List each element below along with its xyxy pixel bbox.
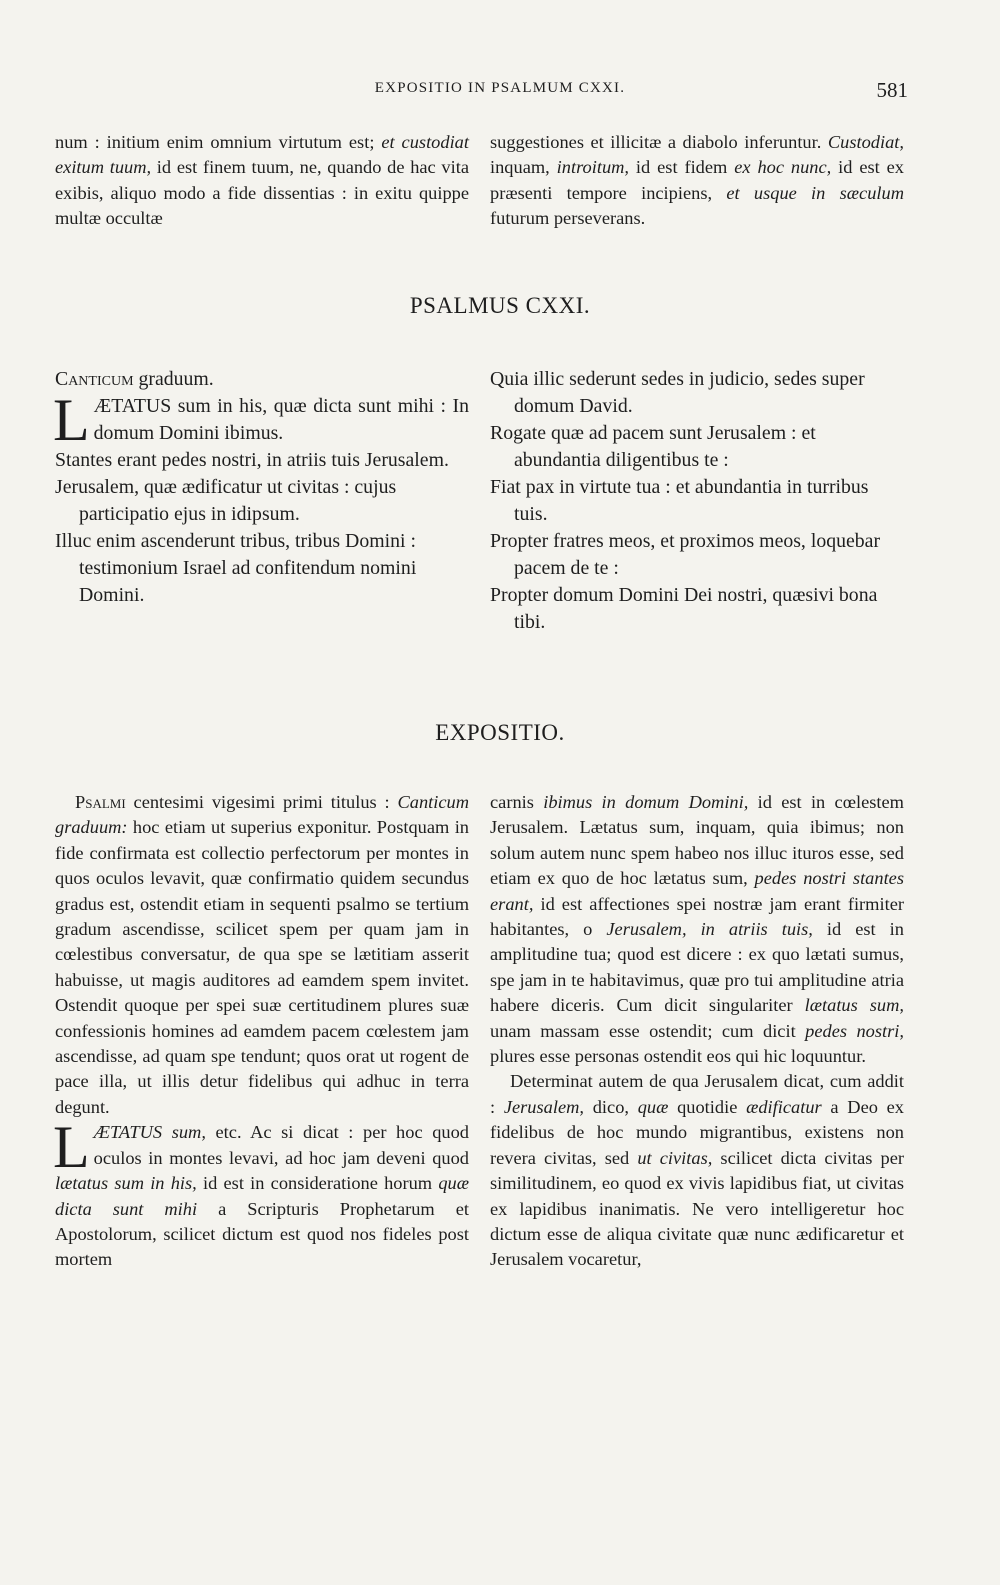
top-right-column bbox=[490, 130, 904, 232]
text-run: id est in cœlestem Jerusalem. Lætatus sum, inquam, quia ibimus; non solum autem nunc spem habeo nos illuc ituros esse, sed etiam ex quo de hoc lætatus sum, bbox=[490, 792, 904, 889]
text-run: Propter fratres meos, et proximos meos, loquebar pacem de te : bbox=[490, 530, 881, 579]
psalm-right-column bbox=[490, 366, 904, 636]
paragraph bbox=[53, 387, 469, 453]
text-run: Determinat autem de qua Jerusalem dicat, cum addit : bbox=[490, 1071, 904, 1117]
paragraph bbox=[490, 1069, 904, 1272]
italic-run: quæ dicta sunt mihi bbox=[55, 1173, 469, 1219]
text-run: id est fidem bbox=[629, 157, 735, 178]
italic-run: lætatus sum in his, bbox=[55, 1173, 197, 1194]
italic-run: ibimus in domum Domini, bbox=[543, 792, 749, 812]
italic-run: ædificatur bbox=[746, 1096, 822, 1117]
text-run: Psalmi bbox=[75, 792, 126, 812]
paragraph bbox=[490, 582, 904, 636]
page-number: 581 bbox=[876, 78, 908, 102]
text-run: Rogate quæ ad pacem sunt Jerusalem : et abundantia diligentibus te : bbox=[490, 422, 816, 471]
text-run: centesimi vigesimi primi titulus : bbox=[125, 792, 398, 812]
italic-run: pedes nostri, bbox=[805, 1020, 905, 1041]
paragraph bbox=[490, 474, 904, 528]
paragraph bbox=[55, 130, 469, 232]
top-left-column bbox=[55, 130, 469, 232]
text-run: dico, bbox=[584, 1096, 638, 1117]
paragraph bbox=[55, 366, 469, 393]
paragraph bbox=[55, 528, 469, 609]
text-run: hoc etiam ut superius exponitur. Postquam in fide confirmata est collectio perfectorum per montes in quos oculos levavit, quæ confirmatio quidem secundus gradus est, ostendit etiam in sequenti psalmo se tertium gradum ascendisse, scilicet spem per quam jam in cœlestibus conversatur, de qua spe se lætitiam asserit habuisse, ut magis auditores ad eamdem spem invitet. Ostendit quoque per spei suæ certitudinem plures suæ confessionis homines ad eamdem pacem cœlestem jam ascendisse, ad quam spe tendunt; quos orat ut rogent de pace illa, ut illis detur fidelibus qui adhuc in terra degunt. bbox=[55, 817, 469, 1117]
italic-run: et custodiat exitum tuum, bbox=[55, 132, 469, 178]
drop-cap: L bbox=[53, 1114, 90, 1181]
text-run: quotidie bbox=[668, 1096, 747, 1117]
paragraph bbox=[490, 790, 904, 1069]
text-run: scilicet dicta civitas per similitudinem, eo quod ex vivis lapidibus fiat, ut civitas ex lapidibus inanimatis. Ne vero intelligeretur hoc dictum esse de aliqua civitate quæ nunc ædificaretur et Jerusalem vocaretur, bbox=[490, 1147, 904, 1270]
text-run: carnis bbox=[490, 792, 544, 812]
text-run: id est in amplitudine tua; quod est dicere : ex quo lætati sumus, spe jam in te habitavimus, quæ pro tui amplitudine atria habere diceris. Cum dicit singulariter bbox=[490, 919, 904, 1016]
text-run: Jerusalem, quæ ædificatur ut civitas : cujus participatio ejus in idipsum. bbox=[55, 476, 397, 525]
paragraph bbox=[55, 474, 469, 528]
expositio-right-column bbox=[490, 790, 904, 1273]
text-run: Stantes erant pedes nostri, in atriis tuis Jerusalem. bbox=[55, 449, 449, 471]
text-run: id est ex præsenti tempore incipiens, bbox=[490, 157, 905, 203]
expositio-left-column bbox=[55, 790, 469, 1273]
text-run: etc. Ac si dicat : per hoc quod oculos in montes levavi, ad hoc jam deveni quod bbox=[93, 1122, 469, 1168]
running-header bbox=[0, 78, 1000, 102]
running-title: EXPOSITIO IN PSALMUM CXXI. bbox=[374, 80, 626, 96]
drop-cap: L bbox=[53, 387, 90, 453]
paragraph bbox=[490, 130, 904, 232]
text-run: Quia illic sederunt sedes in judicio, sedes super domum David. bbox=[490, 368, 865, 417]
italic-run: Canticum graduum: bbox=[55, 792, 469, 838]
text-run: unam massam esse ostendit; cum dicit bbox=[490, 1020, 806, 1041]
paragraph bbox=[490, 420, 904, 474]
expositio-heading: EXPOSITIO. bbox=[435, 720, 565, 745]
italic-run: introitum, bbox=[556, 157, 630, 178]
italic-run: ut civitas, bbox=[637, 1147, 713, 1168]
text-run: futurum perseverans. bbox=[490, 208, 646, 229]
italic-run: et usque in sæculum bbox=[726, 182, 904, 203]
text-run: ÆTATUS sum in his, quæ dicta sunt mihi : In domum Domini ibimus. bbox=[93, 395, 469, 444]
italic-run: Jerusalem, bbox=[503, 1096, 585, 1117]
italic-run: quæ bbox=[637, 1096, 669, 1117]
text-run: Illuc enim ascenderunt tribus, tribus Domini : testimonium Israel ad confitendum nomini Domini. bbox=[55, 530, 417, 606]
text-run: graduum. bbox=[133, 368, 214, 390]
text-run: suggestiones et illicitæ a diabolo inferuntur. bbox=[490, 132, 828, 152]
text-run: Canticum bbox=[55, 368, 134, 390]
text-run: id est affectiones spei nostræ jam erant firmiter habitantes, o bbox=[490, 893, 904, 940]
text-run: inquam, bbox=[490, 157, 557, 178]
text-run: id est finem tuum, ne, quando de hac vita exibis, aliquo modo a fide dissentias : in exitu quippe multæ occultæ bbox=[55, 157, 469, 229]
paragraph bbox=[490, 366, 904, 420]
text-run: a Deo ex fidelibus de hoc mundo migrantibus, existens non revera civitas, sed bbox=[490, 1096, 904, 1168]
paragraph bbox=[490, 528, 904, 582]
italic-run: ÆTATUS sum, bbox=[93, 1122, 206, 1143]
paragraph bbox=[53, 1114, 469, 1272]
italic-run: ex hoc nunc, bbox=[734, 157, 832, 178]
text-run: id est in consideratione horum bbox=[196, 1173, 439, 1194]
paragraph bbox=[55, 447, 469, 474]
text-run: a Scripturis Prophetarum et Apostolorum, scilicet dictum est quod nos fideles post mortem bbox=[55, 1198, 469, 1270]
text-run: num : initium enim omnium virtutum est; bbox=[55, 132, 382, 152]
psalm-left-column bbox=[55, 366, 469, 609]
italic-run: lætatus sum, bbox=[804, 995, 904, 1016]
text-run: Fiat pax in virtute tua : et abundantia in turribus tuis. bbox=[490, 476, 869, 525]
text-run: Propter domum Domini Dei nostri, quæsivi bona tibi. bbox=[490, 584, 878, 633]
text-run: plures esse personas ostendit eos qui hic loquuntur. bbox=[490, 1046, 866, 1067]
italic-run: Custodiat, bbox=[827, 132, 904, 152]
italic-run: pedes nostri stantes erant, bbox=[490, 868, 904, 914]
paragraph bbox=[55, 790, 469, 1120]
italic-run: Jerusalem, in atriis tuis, bbox=[606, 919, 813, 940]
psalm-heading: PSALMUS CXXI. bbox=[409, 293, 591, 318]
